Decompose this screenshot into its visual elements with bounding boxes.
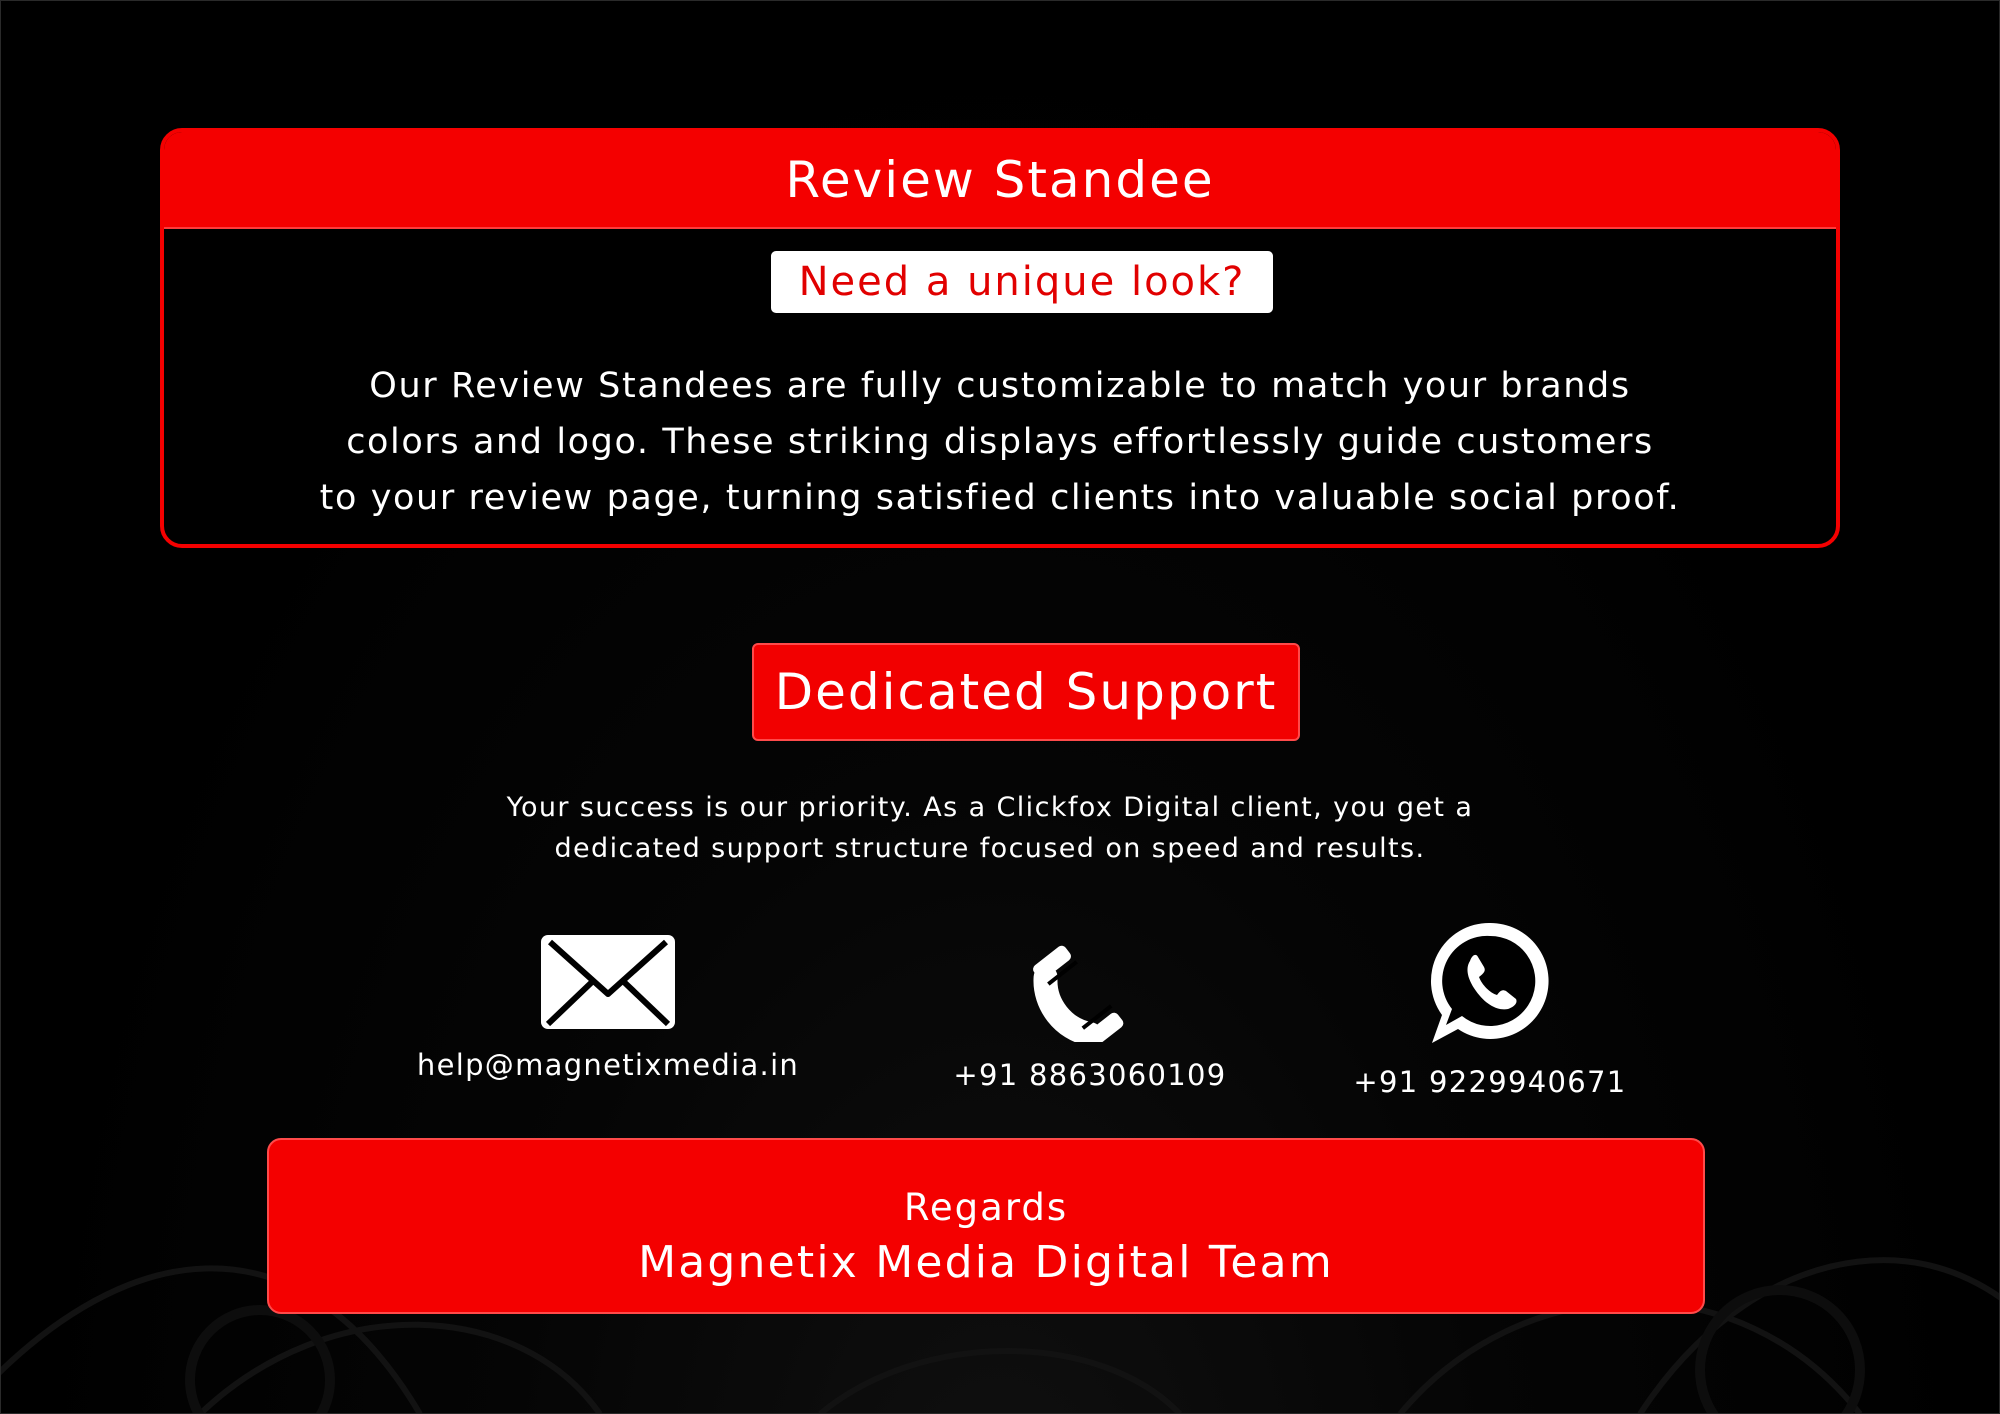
review-description-line: colors and logo. These striking displays effortlessly guide customers	[346, 422, 1654, 462]
dedicated-support-heading	[752, 643, 1300, 741]
review-standee-title: Review Standee	[785, 150, 1215, 209]
whatsapp-number-link[interactable]: +91 9229940671	[1353, 1065, 1627, 1099]
phone-number-link[interactable]: +91 8863060109	[953, 1058, 1227, 1092]
team-signature: Magnetix Media Digital Team	[638, 1237, 1334, 1288]
review-description-line: to your review page, turning satisfied clients into valuable social proof.	[319, 478, 1681, 518]
phone-handset-icon	[930, 932, 1250, 1046]
unique-look-badge	[771, 251, 1273, 313]
envelope-icon	[400, 930, 816, 1038]
email-link[interactable]: help@magnetixmedia.in	[416, 1048, 800, 1082]
whatsapp-icon	[1340, 915, 1640, 1055]
support-description-line: dedicated support structure focused on speed and results.	[554, 833, 1426, 864]
review-standee-card	[160, 128, 1840, 548]
review-standee-description	[164, 358, 1836, 526]
review-description-line: Our Review Standees are fully customizable to match your brands	[369, 366, 1631, 406]
contact-phone[interactable]	[930, 932, 1250, 1092]
contact-whatsapp[interactable]	[1340, 915, 1640, 1099]
support-description	[400, 787, 1580, 869]
support-description-line: Your success is our priority. As a Clickfox Digital client, you get a	[506, 792, 1474, 823]
review-standee-header	[164, 132, 1836, 229]
contact-email[interactable]	[400, 930, 816, 1082]
dedicated-support-title: Dedicated Support	[774, 663, 1278, 721]
regards-label: Regards	[903, 1186, 1069, 1229]
unique-look-text: Need a unique look?	[798, 259, 1246, 305]
regards-banner	[267, 1138, 1705, 1314]
